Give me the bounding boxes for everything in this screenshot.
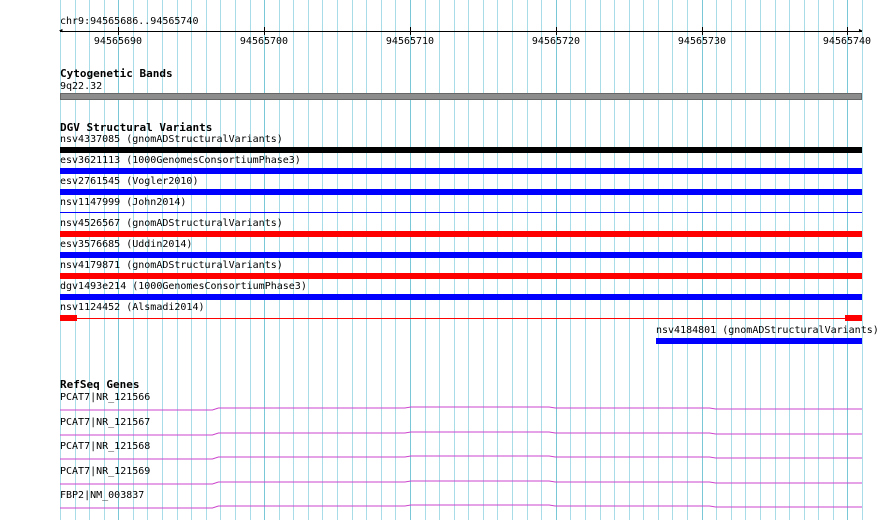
variant-label: nsv4337085 (gnomADStructuralVariants) bbox=[60, 134, 283, 145]
grid-line bbox=[745, 0, 746, 520]
grid-line bbox=[629, 0, 630, 520]
grid-line bbox=[454, 0, 455, 520]
cytoband-label: 9q22.32 bbox=[60, 81, 103, 92]
grid-line bbox=[687, 0, 688, 520]
variant-label: nsv4184801 (gnomADStructuralVariants) bbox=[656, 325, 879, 336]
gene-label: PCAT7|NR_121566 bbox=[60, 392, 151, 403]
grid-line bbox=[337, 0, 338, 520]
grid-line bbox=[672, 0, 673, 520]
variant-label: esv2761545 (Vogler2010) bbox=[60, 176, 199, 187]
ruler-tick-label: 94565710 bbox=[385, 36, 435, 47]
cytoband-bar[interactable] bbox=[60, 93, 862, 100]
grid-line bbox=[468, 0, 469, 520]
variant-bar[interactable] bbox=[60, 147, 862, 153]
grid-line bbox=[614, 0, 615, 520]
grid-line bbox=[395, 0, 396, 520]
variant-block-right[interactable] bbox=[845, 315, 862, 321]
gene-line[interactable] bbox=[60, 455, 862, 461]
grid-line bbox=[352, 0, 353, 520]
grid-line bbox=[381, 0, 382, 520]
gene-line-path bbox=[60, 456, 862, 459]
variant-bar[interactable] bbox=[60, 252, 862, 258]
grid-line bbox=[818, 0, 819, 520]
variant-bar[interactable] bbox=[60, 231, 862, 237]
gene-label: PCAT7|NR_121567 bbox=[60, 417, 151, 428]
grid-line bbox=[804, 0, 805, 520]
ruler-tick bbox=[118, 27, 119, 35]
ruler-tick bbox=[556, 27, 557, 35]
gene-line-path bbox=[60, 481, 862, 484]
grid-line bbox=[556, 0, 557, 520]
grid-line bbox=[600, 0, 601, 520]
grid-line bbox=[439, 0, 440, 520]
variant-label: nsv1124452 (Alsmadi2014) bbox=[60, 302, 205, 313]
grid-line bbox=[308, 0, 309, 520]
grid-line bbox=[425, 0, 426, 520]
grid-line bbox=[497, 0, 498, 520]
ruler-axis bbox=[60, 31, 862, 32]
grid-line bbox=[833, 0, 834, 520]
grid-line bbox=[702, 0, 703, 520]
grid-line bbox=[658, 0, 659, 520]
variant-label: nsv4179871 (gnomADStructuralVariants) bbox=[60, 260, 283, 271]
gene-line[interactable] bbox=[60, 431, 862, 437]
grid-line bbox=[716, 0, 717, 520]
cytoband-track-title: Cytogenetic Bands bbox=[60, 67, 173, 80]
variant-bar[interactable] bbox=[60, 318, 862, 319]
gene-line[interactable] bbox=[60, 406, 862, 412]
gene-line[interactable] bbox=[60, 480, 862, 486]
grid-line bbox=[570, 0, 571, 520]
ruler-tick bbox=[410, 27, 411, 35]
ruler-arrow-left: ◂ bbox=[58, 26, 64, 36]
ruler-tick bbox=[702, 27, 703, 35]
grid-line bbox=[789, 0, 790, 520]
ruler-tick-label: 94565740 bbox=[822, 36, 872, 47]
variant-bar[interactable] bbox=[656, 338, 862, 344]
ruler-tick bbox=[264, 27, 265, 35]
refseq-track-title: RefSeq Genes bbox=[60, 378, 140, 391]
grid-line bbox=[527, 0, 528, 520]
ruler-tick-label: 94565730 bbox=[677, 36, 727, 47]
ruler-tick-label: 94565690 bbox=[93, 36, 143, 47]
grid-line bbox=[775, 0, 776, 520]
variant-label: nsv4526567 (gnomADStructuralVariants) bbox=[60, 218, 283, 229]
variant-label: nsv1147999 (John2014) bbox=[60, 197, 187, 208]
variant-bar[interactable] bbox=[60, 168, 862, 174]
variant-bar[interactable] bbox=[60, 294, 862, 300]
ruler-arrow-right: ▸ bbox=[858, 26, 864, 36]
ruler-tick bbox=[847, 27, 848, 35]
gene-line-path bbox=[60, 407, 862, 410]
region-label: chr9:94565686..94565740 bbox=[60, 16, 199, 27]
gene-line-path bbox=[60, 505, 862, 508]
grid-line bbox=[483, 0, 484, 520]
gene-label: PCAT7|NR_121568 bbox=[60, 441, 151, 452]
grid-line bbox=[731, 0, 732, 520]
grid-line bbox=[585, 0, 586, 520]
variant-block-left[interactable] bbox=[60, 315, 77, 321]
ruler-tick-label: 94565700 bbox=[239, 36, 289, 47]
gene-label: PCAT7|NR_121569 bbox=[60, 466, 151, 477]
variant-label: dgv1493e214 (1000GenomesConsortiumPhase3) bbox=[60, 281, 307, 292]
gene-line-path bbox=[60, 432, 862, 435]
ruler-tick-label: 94565720 bbox=[531, 36, 581, 47]
grid-line bbox=[512, 0, 513, 520]
variant-bar[interactable] bbox=[60, 189, 862, 195]
grid-line bbox=[862, 0, 863, 520]
variant-label: esv3576685 (Uddin2014) bbox=[60, 239, 193, 250]
grid-line bbox=[293, 0, 294, 520]
gene-line[interactable] bbox=[60, 504, 862, 510]
grid-line bbox=[847, 0, 848, 520]
grid-line bbox=[322, 0, 323, 520]
grid-line bbox=[760, 0, 761, 520]
grid-line bbox=[643, 0, 644, 520]
gene-label: FBP2|NM_003837 bbox=[60, 490, 145, 501]
grid-line bbox=[541, 0, 542, 520]
grid-line bbox=[410, 0, 411, 520]
variant-bar[interactable] bbox=[60, 212, 862, 213]
variant-bar[interactable] bbox=[60, 273, 862, 279]
grid-line bbox=[366, 0, 367, 520]
variant-label: esv3621113 (1000GenomesConsortiumPhase3) bbox=[60, 155, 301, 166]
dgv-track-title: DGV Structural Variants bbox=[60, 121, 213, 134]
